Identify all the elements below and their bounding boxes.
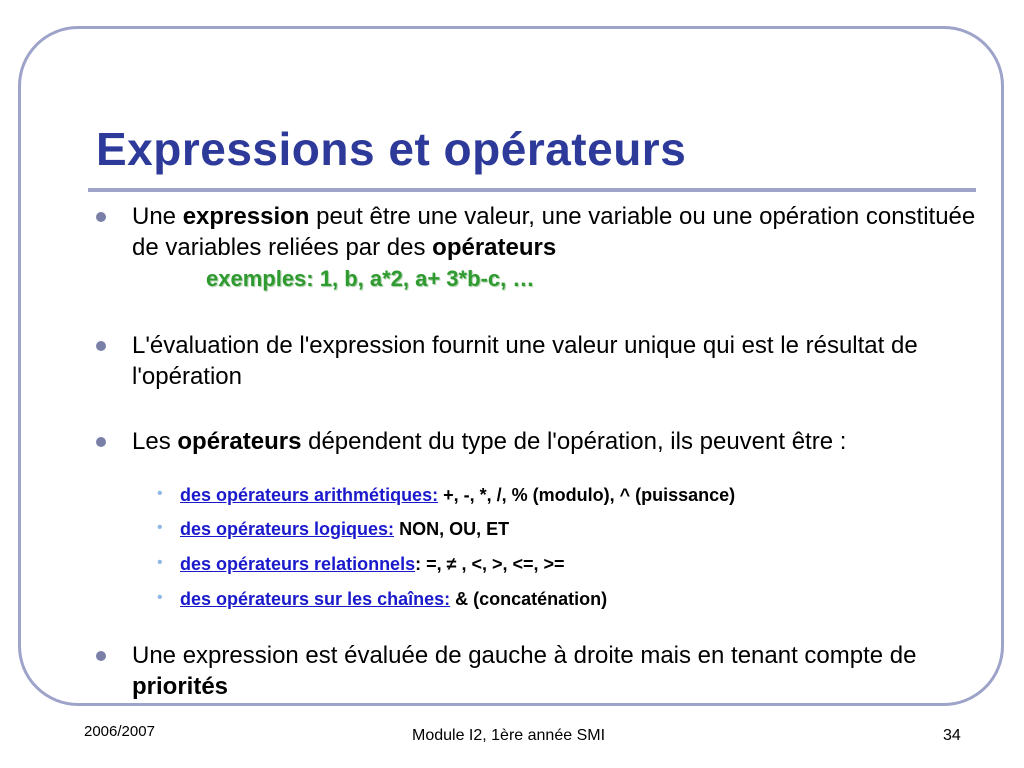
sub-bullet-dot: •	[157, 519, 163, 536]
title-divider	[88, 188, 976, 192]
link-logical-operators[interactable]: des opérateurs logiques:	[180, 519, 395, 539]
bullet-text: Une	[132, 203, 183, 230]
sub-separator: :	[415, 554, 427, 574]
bullet-text: dépendent du type de l'opération, ils peuvent être :	[301, 428, 847, 455]
sub-bullet-dot: •	[157, 485, 163, 502]
footer-module: Module I2, 1ère année SMI	[412, 727, 606, 744]
slide-title: Expressions et opérateurs	[96, 123, 687, 175]
sub-item-relational	[157, 552, 980, 576]
sub-item-text: & (concaténation)	[455, 589, 608, 609]
bullet-bold-term: priorités	[132, 673, 229, 700]
bullet-bold-term: opérateurs	[177, 428, 302, 455]
footer-date: 2006/2007	[84, 723, 155, 740]
link-string-operators[interactable]: des opérateurs sur les chaînes:	[180, 589, 451, 609]
bullet-dot	[96, 651, 106, 661]
sub-bullet-dot: •	[157, 554, 163, 571]
sub-item-strings	[157, 587, 980, 611]
bullet-dot	[96, 341, 106, 351]
bullet-text: Une expression est évaluée de gauche à droite mais en tenant compte de	[132, 642, 917, 669]
bullet-expression	[132, 201, 982, 294]
bullet-evaluation	[132, 330, 982, 392]
bullet-bold-term: expression	[182, 203, 310, 230]
link-arithmetic-operators[interactable]: des opérateurs arithmétiques:	[180, 485, 439, 505]
link-relational-operators[interactable]: des opérateurs relationnels	[180, 554, 416, 574]
footer-page-number: 34	[943, 727, 961, 744]
bullet-dot	[96, 212, 106, 222]
sub-item-text: +, -, *, /, % (modulo), ^ (puissance)	[443, 485, 736, 505]
bullet-operators	[132, 426, 982, 457]
bullet-text: Les	[132, 428, 178, 455]
bullet-text: peut être une valeur, une variable ou une opération constituée de variables reliées par des	[132, 203, 976, 261]
bullet-dot	[96, 437, 106, 447]
sub-item-arithmetic	[157, 483, 980, 507]
bullet-evaluation-order	[132, 640, 982, 702]
sub-bullet-dot: •	[157, 589, 163, 606]
example-line: exemples: 1, b, a*2, a+ 3*b-c, …	[206, 266, 535, 291]
bullet-bold-term: opérateurs	[432, 234, 557, 261]
bullet-text: L'évaluation de l'expression fournit une valeur unique qui est le résultat de l'opération	[132, 332, 918, 390]
sub-item-logical	[157, 517, 980, 541]
sub-item-text: NON, OU, ET	[399, 519, 510, 539]
sub-item-text: =, ≠ , <, >, <=, >=	[426, 554, 565, 574]
